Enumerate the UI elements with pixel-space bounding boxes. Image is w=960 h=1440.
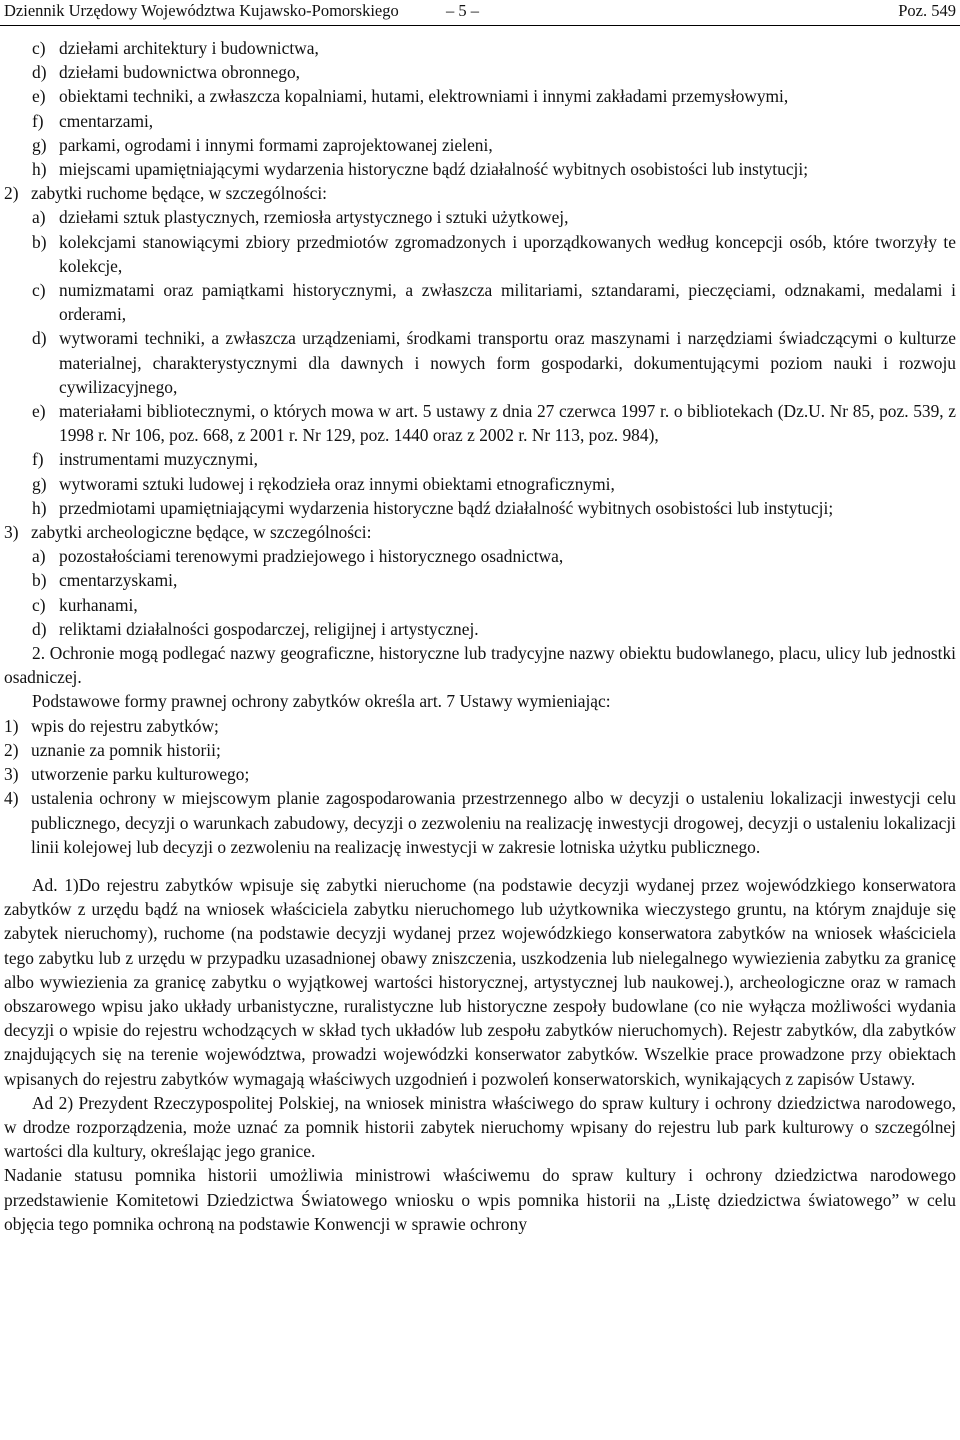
list-item-label: d) [32, 328, 47, 349]
list-item-text: cmentarzami, [59, 110, 154, 131]
form-item [4, 786, 956, 859]
list-item [4, 230, 956, 278]
form-item [4, 738, 956, 762]
list-item-label: g) [32, 473, 47, 494]
list-item [4, 447, 956, 471]
paragraph-protection: 2. Ochronie mogą podlegać nazwy geograficzne, historyczne lub tradycyjne nazwy obiektu budowlanego, placu, ulicy lub jednostki osadniczej. [4, 643, 956, 688]
list-item [4, 205, 956, 229]
list-item-label: c) [32, 594, 46, 615]
form-item-text: ustalenia ochrony w miejscowym planie zagospodarowania przestrzennego albo w decyzji o ustaleniu lokalizacji inwestycji celu publicznego, decyzji o warunkach zabudowy, decyzji o zezwoleniu na realizację inwestycji drogowej, decyzji o ustaleniu lokalizacji linii kolejowej lub decyzji o zezwoleniu na realizację inwestycji w zakresie lotniska użytku publicznego. [31, 788, 956, 857]
list-item-text: parkami, ogrodami i innymi formami zaprojektowanej zieleni, [59, 134, 493, 155]
list-item [4, 399, 956, 447]
list-item [4, 36, 956, 60]
list-item-text: kurhanami, [59, 594, 138, 615]
list-item [4, 544, 956, 568]
numbered-item [4, 181, 956, 205]
journal-title: Dziennik Urzędowy Województwa Kujawsko-Pomorskiego [4, 1, 399, 20]
list-item-label: f) [32, 110, 44, 131]
list-item-label: c) [32, 38, 46, 58]
list-item [4, 568, 956, 592]
list-item-text: wytworami techniki, a zwłaszcza urządzeniami, środkami transportu oraz maszynami i narzędziami świadczącymi o kulturze materialnej, charakterystycznymi dla dawnych i nowych form gospodarki, dokumentującymi poziom nauki i rozwoju cywilizacyjnego, [59, 328, 956, 397]
list-item-text: miejscami upamiętniającymi wydarzenia historyczne bądź działalność wybitnych osobistości lub instytucji; [59, 159, 809, 180]
list-item-label: e) [32, 401, 46, 422]
page-number: – 5 – [446, 1, 479, 20]
position-number: Poz. 549 [898, 1, 956, 20]
numbered-item-label: 2) [4, 183, 19, 204]
list-item [4, 133, 956, 157]
list-item-label: d) [32, 618, 47, 639]
list-item [4, 472, 956, 496]
list-item-label: d) [32, 62, 47, 83]
list-item-text: materiałami bibliotecznymi, o których mowa w art. 5 ustawy z dnia 27 czerwca 1997 r. o bibliotekach (Dz.U. Nr 85, poz. 539, z 1998 r. Nr 106, poz. 668, z 2001 r. Nr 129, poz. 1440 oraz z 2002 r. Nr 113, poz. 984), [59, 401, 956, 446]
list-item-text: wytworami sztuki ludowej i rękodzieła oraz innymi obiektami etnograficznymi, [59, 473, 615, 494]
list-item-text: instrumentami muzycznymi, [59, 449, 258, 470]
list-item-text: reliktami działalności gospodarczej, religijnej i artystycznej. [59, 618, 479, 639]
list-item-text: dziełami architektury i budownictwa, [59, 38, 319, 58]
numbered-item [4, 520, 956, 544]
list-item-label: a) [32, 207, 46, 228]
header-rule [0, 25, 960, 26]
list-item-text: cmentarzyskami, [59, 570, 178, 591]
numbered-item-text: zabytki ruchome będące, w szczególności: [31, 183, 327, 204]
paragraph-ad1: Ad. 1)Do rejestru zabytków wpisuje się zabytki nieruchome (na podstawie decyzji wydanej przez wojewódzkiego konserwatora zabytków z urzędu bądź na wniosek właściciela zabytku nieruchomego lub użytkownika wieczystego gruntu, na którym znajduje się zabytek nieruchomy), ruchome (na podstawie decyzji wydanej przez wojewódzkiego konserwatora zabytków na wniosek właściciela tego zabytku lub z urzędu w przypadku uzasadnionej obawy zniszczenia, uszkodzenia lub nielegalnego wywiezienia zabytku za granicę albo wywiezienia za granicę zabytku o wyjątkowej wartości historycznej, artystycznej lub naukowej.), archeologiczne oraz w ramach obszarowego wpisu jako układy urbanistyczne, ruralistyczne lub historyczne zespoły budowlane (co nie wyłącza możliwości wydania decyzji o wpisie do rejestru wchodzących w skład tych układów lub zespołu zabytków nieruchomych). Rejestr zabytków, dla zabytków znajdujących się na terenie województwa, prowadzi wojewódzki konserwator zabytków. Wszelkie prace prowadzone przy obiektach wpisanych do rejestru zabytków wymagają właściwych uzgodnień i pozwoleń konserwatorskich, wynikających z zapisów Ustawy. [4, 874, 956, 1089]
list-item-label: b) [32, 570, 47, 591]
list-item-label: h) [32, 497, 47, 518]
form-item-text: utworzenie parku kulturowego; [31, 764, 250, 785]
paragraph-status: Nadanie statusu pomnika historii umożliwia ministrowi właściwemu do spraw kultury i ochrony dziedzictwa narodowego przedstawienie Komitetowi Dziedzictwa Światowego wniosku o wpis pomnika historii na „Listę dziedzictwa światowego” w celu objęcia tego pomnika ochroną na podstawie Konwencji w sprawie ochrony [4, 1165, 956, 1234]
form-item-text: uznanie za pomnik historii; [31, 739, 221, 760]
form-item [4, 714, 956, 738]
list-item-label: e) [32, 86, 46, 107]
list-item [4, 84, 956, 108]
form-item-label: 3) [4, 764, 19, 785]
paragraph-ad2: Ad 2) Prezydent Rzeczypospolitej Polskiej, na wniosek ministra właściwego do spraw kultury i ochrony dziedzictwa narodowego, w drodze rozporządzenia, może uznać za pomnik historii zabytek nieruchomy wpisany do rejestru lub park kulturowy o szczególnej wartości dla kultury, określając jego granice. [4, 1092, 956, 1162]
list-item [4, 157, 956, 181]
list-item [4, 593, 956, 617]
list-item-label: c) [32, 280, 46, 301]
list-item [4, 617, 956, 641]
numbered-item-text: zabytki archeologiczne będące, w szczególności: [31, 522, 372, 543]
list-item-label: f) [32, 449, 44, 470]
list-item-text: dziełami sztuk plastycznych, rzemiosła artystycznego i sztuki użytkowej, [59, 207, 569, 228]
paragraph-forms: Podstawowe formy prawnej ochrony zabytków określa art. 7 Ustawy wymieniając: [32, 691, 611, 712]
form-item-label: 1) [4, 715, 19, 736]
list-item [4, 109, 956, 133]
form-item-label: 2) [4, 739, 19, 760]
list-item-text: pozostałościami terenowymi pradziejowego i historycznego osadnictwa, [59, 546, 564, 567]
list-item-text: dziełami budownictwa obronnego, [59, 62, 300, 83]
numbered-item-label: 3) [4, 522, 19, 543]
list-item [4, 326, 956, 399]
form-item-text: wpis do rejestru zabytków; [31, 715, 219, 736]
form-item-label: 4) [4, 788, 19, 809]
page-header [4, 0, 956, 24]
list-item [4, 278, 956, 326]
list-item-text: obiektami techniki, a zwłaszcza kopalniami, hutami, elektrowniami i innymi zakładami przemysłowymi, [59, 86, 789, 107]
list-item-label: g) [32, 134, 47, 155]
list-item-label: h) [32, 159, 47, 180]
list-item [4, 60, 956, 84]
list-item [4, 496, 956, 520]
list-item-text: numizmatami oraz pamiątkami historycznymi, a zwłaszcza militariami, sztandarami, pieczęciami, odznakami, medalami i orderami, [59, 280, 956, 325]
form-item [4, 762, 956, 786]
list-item-label: a) [32, 546, 46, 567]
list-item-label: b) [32, 231, 47, 252]
list-item-text: przedmiotami upamiętniającymi wydarzenia historyczne bądź działalność wybitnych osobistości lub instytucji; [59, 497, 834, 518]
list-item-text: kolekcjami stanowiącymi zbiory przedmiotów zgromadzonych i uporządkowanych według koncepcji osób, które tworzyły te kolekcje, [59, 231, 956, 276]
document-body [4, 36, 956, 1236]
paragraph-gap [4, 859, 956, 873]
